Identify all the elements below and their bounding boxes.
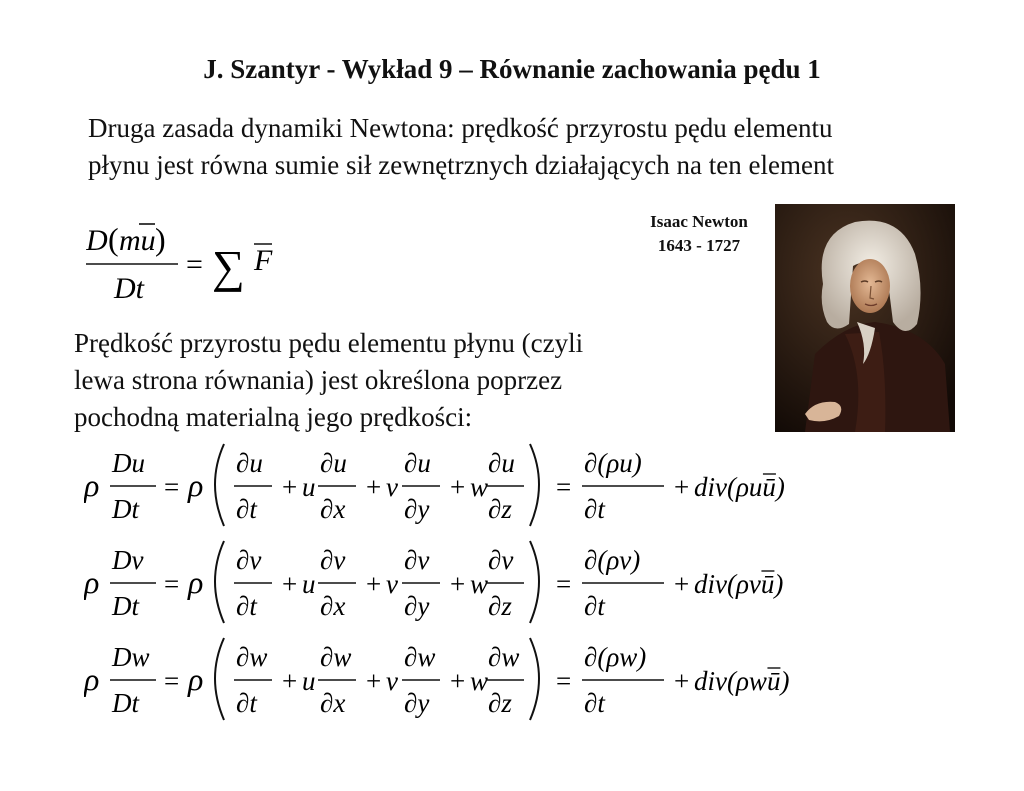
- velocity-coefficient: u: [302, 569, 316, 599]
- caption-years: 1643 - 1727: [657, 236, 741, 255]
- partial-derivative-numerator: ∂w: [236, 642, 268, 672]
- portrait-caption: [620, 210, 778, 258]
- plus-sign: +: [674, 569, 690, 599]
- plus-sign: +: [450, 472, 466, 502]
- partial-derivative-denominator: ∂t: [236, 688, 257, 718]
- rho-symbol: ρ: [84, 564, 100, 600]
- partial-derivative-denominator: ∂y: [404, 688, 430, 718]
- partial-derivative-numerator: ∂u: [488, 448, 515, 478]
- right-bracket: [530, 638, 539, 720]
- intro-line-1: Druga zasada dynamiki Newtona: prędkość przyrostu pędu elementu: [88, 113, 833, 143]
- partial-derivative-denominator: ∂t: [236, 494, 257, 524]
- partial-derivative-numerator: ∂u: [320, 448, 347, 478]
- velocity-coefficient: v: [386, 472, 398, 502]
- time-derivative-term-denominator: ∂t: [584, 494, 605, 524]
- rho-symbol: ρ: [188, 564, 204, 600]
- time-derivative-term-denominator: ∂t: [584, 591, 605, 621]
- left-bracket: [215, 444, 224, 526]
- time-derivative-term-numerator: ∂(ρv): [584, 545, 641, 575]
- momentum-equation-u: [84, 438, 844, 530]
- velocity-coefficient: v: [386, 569, 398, 599]
- plus-sign: +: [282, 472, 298, 502]
- intro-paragraph: [88, 110, 834, 184]
- deriv-line-2: lewa strona równania) jest określona poprzez: [74, 365, 563, 395]
- partial-derivative-denominator: ∂y: [404, 494, 430, 524]
- intro-line-2: płynu jest równa sumie sił zewnętrznych działających na ten element: [88, 150, 834, 180]
- momentum-equation-w: [84, 632, 844, 724]
- divergence-term: div(ρwū): [694, 666, 790, 696]
- left-bracket: [215, 638, 224, 720]
- partial-derivative-numerator: ∂w: [320, 642, 352, 672]
- equals-sign: =: [556, 569, 572, 599]
- deriv-line-3: pochodną materialną jego prędkości:: [74, 402, 473, 432]
- rho-symbol: ρ: [84, 661, 100, 697]
- sum-symbol: ∑: [212, 241, 245, 292]
- plus-sign: +: [366, 666, 382, 696]
- partial-derivative-numerator: ∂u: [404, 448, 431, 478]
- partial-derivative-denominator: ∂x: [320, 688, 346, 718]
- right-bracket: [530, 444, 539, 526]
- velocity-coefficient: w: [470, 472, 489, 502]
- material-derivative-denominator: Dt: [112, 688, 139, 718]
- equals-sign: =: [164, 569, 180, 599]
- partial-derivative-numerator: ∂v: [236, 545, 262, 575]
- plus-sign: +: [366, 472, 382, 502]
- velocity-coefficient: w: [470, 569, 489, 599]
- velocity-coefficient: u: [302, 666, 316, 696]
- divergence-term: div(ρuū): [694, 472, 785, 502]
- plus-sign: +: [282, 569, 298, 599]
- svg-text:=: =: [186, 248, 203, 281]
- partial-derivative-denominator: ∂z: [488, 494, 512, 524]
- partial-derivative-numerator: ∂v: [404, 545, 430, 575]
- svg-text:(: (: [108, 221, 119, 257]
- plus-sign: +: [674, 666, 690, 696]
- portrait-image: [775, 204, 955, 432]
- partial-derivative-denominator: ∂z: [488, 591, 512, 621]
- partial-derivative-numerator: ∂w: [488, 642, 520, 672]
- newton-denominator: Dt: [114, 272, 144, 305]
- material-derivative-numerator: Du: [112, 448, 145, 478]
- material-derivative-numerator: Dv: [112, 545, 144, 575]
- partial-derivative-numerator: ∂v: [488, 545, 514, 575]
- momentum-equation-v: [84, 535, 844, 627]
- rho-symbol: ρ: [188, 661, 204, 697]
- material-derivative-numerator: Dw: [112, 642, 150, 672]
- partial-derivative-denominator: ∂y: [404, 591, 430, 621]
- material-derivative-denominator: Dt: [112, 591, 139, 621]
- partial-derivative-denominator: ∂z: [488, 688, 512, 718]
- slide-title: J. Szantyr - Wykład 9 – Równanie zachowania pędu 1: [203, 54, 821, 84]
- velocity-coefficient: v: [386, 666, 398, 696]
- partial-derivative-denominator: ∂x: [320, 591, 346, 621]
- force-vector: F: [254, 244, 273, 277]
- newton-second-law-equation: [86, 218, 286, 308]
- caption-name: Isaac Newton: [650, 212, 748, 231]
- plus-sign: +: [450, 666, 466, 696]
- material-derivative-denominator: Dt: [112, 494, 139, 524]
- divergence-term: div(ρvū): [694, 569, 784, 599]
- partial-derivative-numerator: ∂u: [236, 448, 263, 478]
- partial-derivative-denominator: ∂t: [236, 591, 257, 621]
- time-derivative-term-numerator: ∂(ρu): [584, 448, 642, 478]
- svg-text:): ): [155, 221, 166, 257]
- partial-derivative-numerator: ∂w: [404, 642, 436, 672]
- newton-portrait: [775, 204, 955, 432]
- plus-sign: +: [282, 666, 298, 696]
- partial-derivative-denominator: ∂x: [320, 494, 346, 524]
- equals-sign: =: [164, 666, 180, 696]
- right-bracket: [530, 541, 539, 623]
- left-bracket: [215, 541, 224, 623]
- plus-sign: +: [450, 569, 466, 599]
- deriv-line-1: Prędkość przyrostu pędu elementu płynu (czyli: [74, 328, 584, 358]
- equals-sign: =: [556, 472, 572, 502]
- rho-symbol: ρ: [188, 467, 204, 503]
- partial-derivative-numerator: ∂v: [320, 545, 346, 575]
- velocity-coefficient: u: [302, 472, 316, 502]
- equals-sign: =: [164, 472, 180, 502]
- velocity-coefficient: w: [470, 666, 489, 696]
- newton-numerator: D: [86, 224, 108, 257]
- time-derivative-term-numerator: ∂(ρw): [584, 642, 647, 672]
- material-derivative-paragraph: [74, 325, 583, 436]
- plus-sign: +: [674, 472, 690, 502]
- rho-symbol: ρ: [84, 467, 100, 503]
- plus-sign: +: [366, 569, 382, 599]
- equals-sign: =: [556, 666, 572, 696]
- svg-text:mu: mu: [119, 224, 156, 257]
- time-derivative-term-denominator: ∂t: [584, 688, 605, 718]
